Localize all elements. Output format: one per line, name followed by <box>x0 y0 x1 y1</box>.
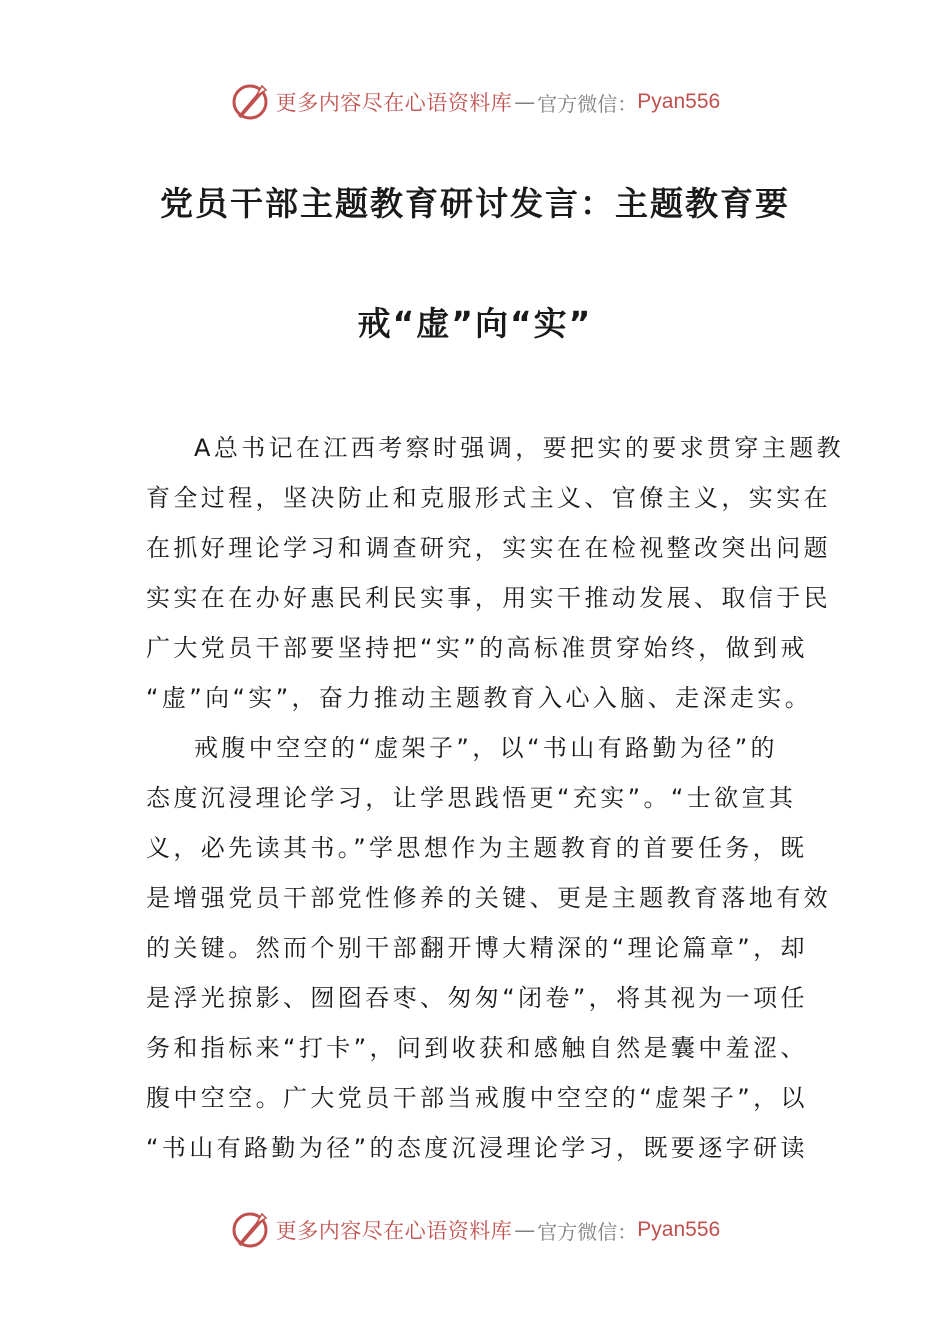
paragraph-1-line: 实实在在办好惠民利民实事，用实干推动发展、取信于民 <box>146 584 831 612</box>
header-banner <box>0 80 950 124</box>
paragraph-2-line: 腹中空空。广大党员干部当戒腹中空空的“虚架子”，以 <box>146 1084 808 1112</box>
banner-wechat-label: 官方微信： <box>537 91 638 116</box>
quill-logo-icon <box>230 1210 270 1250</box>
banner-brand-text: 更多内容尽在心语资料库 <box>275 1219 513 1243</box>
footer-banner <box>0 1208 950 1252</box>
banner-dash: — <box>514 1218 536 1242</box>
document-title-line-1: 党员干部主题教育研讨发言：主题教育要 <box>160 184 790 223</box>
paragraph-1-line: 广大党员干部要坚持把“实”的高标准贯穿始终，做到戒 <box>146 634 808 662</box>
paragraph-1-line: 在抓好理论学习和调查研究，实实在在检视整改突出问题 <box>146 534 831 562</box>
paragraph-2-line: 义，必先读其书。”学思想作为主题教育的首要任务，既 <box>146 834 808 862</box>
paragraph-2-line: 是浮光掠影、囫囵吞枣、匆匆“闭卷”，将其视为一项任 <box>146 984 808 1012</box>
document-title-line-2: 戒“虚”向“实” <box>357 304 593 343</box>
paragraph-2-line: 是增强党员干部党性修养的关键、更是主题教育落地有效 <box>146 884 831 912</box>
banner-wechat-id: Pyan556 <box>637 1218 721 1241</box>
paragraph-1-line: 育全过程，坚决防止和克服形式主义、官僚主义，实实在 <box>146 484 831 512</box>
paragraph-2-line: 务和指标来“打卡”，问到收获和感触自然是囊中羞涩、 <box>146 1034 808 1062</box>
paragraph-2-line: 戒腹中空空的“虚架子”，以“书山有路勤为径”的 <box>194 734 778 762</box>
banner-wechat-label: 官方微信： <box>537 1219 638 1244</box>
paragraph-2-line: “书山有路勤为径”的态度沉浸理论学习，既要逐字研读 <box>146 1134 808 1162</box>
paragraph-1-line: “虚”向“实”，奋力推动主题教育入心入脑、走深走实。 <box>146 684 813 712</box>
paragraph-2-line: 的关键。然而个别干部翻开博大精深的“理论篇章”，却 <box>146 934 808 962</box>
paragraph-1-line: A总书记在江西考察时强调，要把实的要求贯穿主题教 <box>194 434 845 462</box>
banner-brand-text: 更多内容尽在心语资料库 <box>275 91 513 115</box>
quill-logo-icon <box>230 82 270 122</box>
paragraph-2-line: 态度沉浸理论学习，让学思践悟更“充实”。“士欲宣其 <box>146 784 797 812</box>
banner-wechat-id: Pyan556 <box>637 90 721 113</box>
banner-dash: — <box>514 90 536 114</box>
